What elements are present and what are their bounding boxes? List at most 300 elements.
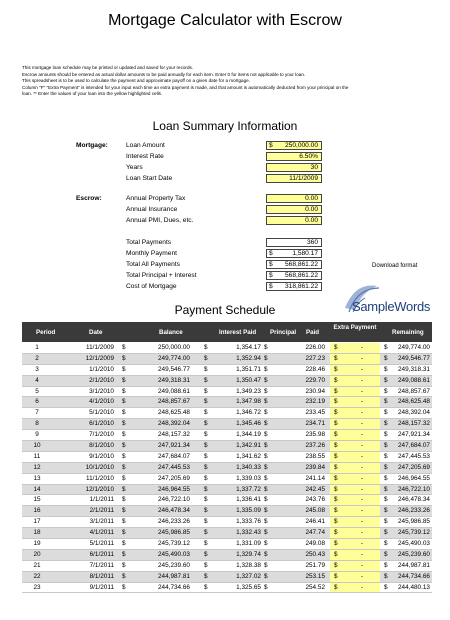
cell-interest-paid: 1,350.47 [236, 376, 261, 384]
cell-remaining: 249,546.77 [398, 354, 430, 362]
cell-currency: $ [384, 540, 388, 548]
cell-extra-payment: - [360, 550, 364, 558]
cell-extra-payment: - [360, 409, 364, 417]
loan-amount-input[interactable] [266, 141, 322, 150]
cell-currency: $ [384, 398, 388, 406]
table-row [22, 354, 432, 365]
cell-date: 2/1/2010 [89, 376, 114, 384]
property-tax-input[interactable] [266, 194, 322, 203]
cell-extra-payment: - [360, 431, 364, 439]
loan-amount-label: Loan Amount [126, 142, 165, 149]
cell-currency: $ [264, 354, 268, 362]
col-header-principal: Principal [270, 329, 297, 336]
cell-currency: $ [122, 474, 126, 482]
cell-currency: $ [264, 583, 268, 591]
total-all-payments-value: 568,861.22 [284, 261, 318, 268]
cell-principal-paid: 249.08 [305, 540, 325, 548]
cell-interest-paid: 1,329.74 [236, 550, 261, 558]
years-value: 30 [310, 164, 318, 171]
cell-currency: $ [204, 365, 208, 373]
table-row [22, 419, 432, 430]
cell-remaining: 247,684.07 [398, 442, 430, 450]
cell-interest-paid: 1,327.02 [236, 572, 261, 580]
total-principal-interest-label: Total Principal + Interest [126, 272, 197, 279]
table-row [22, 441, 432, 452]
cell-currency: $ [204, 485, 208, 493]
table-row [22, 343, 432, 354]
property-tax-label: Annual Property Tax [126, 195, 186, 202]
cell-currency: $ [122, 529, 126, 537]
cell-interest-paid: 1,337.72 [236, 485, 261, 493]
cell-currency: $ [264, 409, 268, 417]
cell-principal-paid: 238.55 [305, 452, 325, 460]
cell-principal-paid: 228.46 [305, 365, 325, 373]
cell-currency: $ [122, 452, 126, 460]
cell-currency: $ [384, 420, 388, 428]
currency-symbol: $ [269, 261, 273, 268]
cell-currency: $ [384, 496, 388, 504]
cell-balance: 248,857.67 [158, 398, 190, 406]
cell-currency: $ [122, 420, 126, 428]
cell-principal-paid: 239.84 [305, 463, 325, 471]
cell-currency: $ [334, 420, 338, 428]
cell-currency: $ [384, 365, 388, 373]
cell-date: 7/1/2010 [89, 431, 114, 439]
table-row [22, 430, 432, 441]
cell-principal-paid: 226.00 [305, 344, 325, 351]
cell-remaining: 248,392.04 [398, 409, 430, 417]
col-header-remaining: Remaining [392, 329, 424, 336]
cell-currency: $ [264, 485, 268, 493]
escrow-section-label: Escrow: [76, 195, 102, 202]
currency-symbol: $ [269, 283, 273, 290]
cell-currency: $ [204, 529, 208, 537]
total-principal-interest-cell [266, 271, 322, 280]
cell-currency: $ [204, 431, 208, 439]
cell-interest-paid: 1,344.19 [236, 431, 261, 439]
schedule-table-body [22, 343, 432, 593]
cell-currency: $ [204, 474, 208, 482]
cell-period: 5 [35, 387, 39, 395]
cell-principal-paid: 234.71 [305, 420, 325, 428]
cell-currency: $ [384, 442, 388, 450]
cell-currency: $ [204, 540, 208, 548]
cell-currency: $ [122, 344, 126, 351]
cell-principal-paid: 233.45 [305, 409, 325, 417]
cell-interest-paid: 1,354.17 [236, 344, 261, 351]
cell-date: 11/1/2010 [86, 474, 114, 482]
cell-extra-payment: - [360, 529, 364, 537]
download-format-link[interactable]: Download format [372, 263, 418, 269]
interest-rate-value: 6.50% [299, 153, 318, 160]
cell-period: 20 [33, 550, 41, 558]
cell-principal-paid: 229.70 [305, 376, 325, 384]
table-row [22, 365, 432, 376]
logo-text: SampleWords [352, 299, 431, 314]
interest-rate-input[interactable] [266, 152, 322, 161]
page-title: Mortgage Calculator with Escrow [108, 12, 342, 29]
pmi-input[interactable] [266, 216, 322, 225]
col-header-extra-payment: Extra Payment [333, 324, 377, 331]
cell-principal-paid: 232.19 [305, 398, 325, 406]
cell-balance: 247,445.53 [158, 463, 190, 471]
cell-balance: 248,625.48 [158, 409, 190, 417]
insurance-label: Annual Insurance [126, 206, 178, 213]
cell-balance: 244,734.66 [158, 583, 190, 591]
table-row [22, 408, 432, 419]
cell-currency: $ [334, 561, 338, 569]
cell-currency: $ [122, 485, 126, 493]
table-row [22, 583, 432, 594]
cell-period: 8 [35, 420, 39, 428]
cell-principal-paid: 254.52 [305, 583, 325, 591]
cell-extra-payment: - [360, 376, 364, 384]
cell-date: 11/1/2009 [86, 344, 114, 351]
cell-extra-payment: - [360, 485, 364, 493]
cell-extra-payment: - [360, 452, 364, 460]
cell-remaining: 246,722.10 [398, 485, 430, 493]
cell-balance: 247,684.07 [158, 452, 190, 460]
cell-period: 22 [33, 572, 41, 580]
cell-date: 1/1/2010 [89, 365, 114, 373]
interest-rate-label: Interest Rate [126, 153, 164, 160]
cell-extra-payment: - [360, 387, 364, 395]
cell-date: 3/1/2011 [89, 518, 114, 526]
cell-date: 2/1/2011 [89, 507, 114, 515]
cell-extra-payment: - [360, 540, 364, 548]
cell-extra-payment: - [360, 463, 364, 471]
cell-principal-paid: 227.23 [305, 354, 325, 362]
cell-interest-paid: 1,340.33 [236, 463, 261, 471]
cell-extra-payment: - [360, 583, 364, 591]
cell-remaining: 244,480.13 [398, 583, 430, 591]
cell-currency: $ [204, 572, 208, 580]
cell-currency: $ [384, 463, 388, 471]
table-row [22, 463, 432, 474]
cell-period: 19 [33, 540, 41, 548]
cell-remaining: 247,921.34 [398, 431, 430, 439]
table-row [22, 376, 432, 387]
cell-period: 9 [35, 431, 39, 439]
cell-principal-paid: 242.45 [305, 485, 325, 493]
cell-remaining: 247,205.69 [398, 463, 430, 471]
cell-extra-payment: - [360, 344, 364, 351]
cell-currency: $ [264, 452, 268, 460]
cell-interest-paid: 1,351.71 [236, 365, 261, 373]
cell-interest-paid: 1,328.38 [236, 561, 261, 569]
cell-period: 4 [35, 376, 39, 384]
cell-currency: $ [204, 561, 208, 569]
cell-currency: $ [204, 344, 208, 351]
currency-symbol: $ [269, 142, 273, 149]
cell-principal-paid: 247.74 [305, 529, 325, 537]
cell-currency: $ [334, 365, 338, 373]
years-input[interactable] [266, 163, 322, 172]
loan-summary-heading: Loan Summary Information [152, 119, 298, 133]
col-header-paid: Paid [306, 329, 320, 336]
cell-interest-paid: 1,342.91 [236, 442, 261, 450]
cell-currency: $ [264, 387, 268, 395]
cell-extra-payment: - [360, 354, 364, 362]
cell-period: 7 [35, 409, 39, 417]
cell-extra-payment: - [360, 420, 364, 428]
table-row [22, 387, 432, 398]
col-header-date: Date [89, 329, 103, 336]
cell-principal-paid: 241.14 [305, 474, 325, 482]
cell-currency: $ [334, 387, 338, 395]
cell-balance: 247,205.69 [158, 474, 190, 482]
cell-remaining: 246,233.26 [398, 507, 430, 515]
cell-period: 12 [33, 463, 41, 471]
cell-currency: $ [204, 354, 208, 362]
table-row [22, 572, 432, 583]
cell-currency: $ [122, 376, 126, 384]
cell-balance: 247,921.34 [158, 442, 190, 450]
cell-currency: $ [384, 354, 388, 362]
cell-extra-payment: - [360, 496, 364, 504]
cell-currency: $ [384, 485, 388, 493]
insurance-value: 0.00 [305, 206, 318, 213]
cell-currency: $ [384, 572, 388, 580]
cell-principal-paid: 253.15 [305, 572, 325, 580]
cell-principal-paid: 251.79 [305, 561, 325, 569]
cell-currency: $ [264, 442, 268, 450]
cell-currency: $ [122, 550, 126, 558]
cell-principal-paid: 235.98 [305, 431, 325, 439]
cell-interest-paid: 1,333.76 [236, 518, 261, 526]
cell-interest-paid: 1,335.09 [236, 507, 261, 515]
cell-period: 6 [35, 398, 39, 406]
cell-date: 7/1/2011 [89, 561, 114, 569]
col-header-balance: Balance [159, 329, 183, 336]
cell-currency: $ [122, 518, 126, 526]
cost-of-mortgage-cell [266, 282, 322, 291]
cell-period: 21 [33, 561, 41, 569]
total-all-payments-label: Total All Payments [126, 261, 180, 268]
mortgage-section-label: Mortgage: [76, 142, 108, 149]
cell-extra-payment: - [360, 561, 364, 569]
cell-currency: $ [264, 463, 268, 471]
cell-currency: $ [264, 496, 268, 504]
cell-date: 4/1/2011 [89, 529, 114, 537]
total-principal-interest-value: 568,861.22 [284, 272, 318, 279]
cell-period: 1 [35, 344, 39, 351]
payment-schedule-heading: Payment Schedule [174, 303, 276, 317]
cell-currency: $ [334, 485, 338, 493]
cell-currency: $ [334, 376, 338, 384]
cell-currency: $ [122, 431, 126, 439]
cell-currency: $ [122, 463, 126, 471]
cell-extra-payment: - [360, 365, 364, 373]
cell-currency: $ [334, 550, 338, 558]
cell-date: 5/1/2010 [89, 409, 114, 417]
cell-currency: $ [334, 529, 338, 537]
cell-currency: $ [264, 365, 268, 373]
cell-balance: 246,722.10 [158, 496, 190, 504]
cell-date: 9/1/2010 [89, 452, 114, 460]
cell-date: 8/1/2010 [89, 442, 114, 450]
cell-interest-paid: 1,352.94 [236, 354, 261, 362]
table-row [22, 561, 432, 572]
cell-interest-paid: 1,336.41 [236, 496, 261, 504]
cell-currency: $ [122, 398, 126, 406]
table-row [22, 474, 432, 485]
cell-interest-paid: 1,345.46 [236, 420, 261, 428]
cell-currency: $ [334, 507, 338, 515]
note-line: This spreadsheet is to be used to calculate the payment and approximate payoff on a given date for a mortgage. [22, 78, 250, 84]
cell-currency: $ [334, 496, 338, 504]
cell-balance: 249,546.77 [158, 365, 190, 373]
cell-currency: $ [384, 344, 388, 351]
cell-principal-paid: 237.26 [305, 442, 325, 450]
col-header-interest-paid: Interest Paid [219, 329, 257, 336]
cell-date: 10/1/2010 [85, 463, 114, 471]
cell-currency: $ [122, 583, 126, 591]
cell-extra-payment: - [360, 398, 364, 406]
cell-extra-payment: - [360, 474, 364, 482]
cell-currency: $ [204, 550, 208, 558]
cell-currency: $ [334, 540, 338, 548]
cell-currency: $ [264, 344, 268, 351]
cell-currency: $ [204, 398, 208, 406]
total-all-payments-cell [266, 260, 322, 269]
cell-currency: $ [264, 572, 268, 580]
cell-currency: $ [384, 583, 388, 591]
cell-balance: 249,318.31 [158, 376, 190, 384]
cell-currency: $ [334, 409, 338, 417]
cell-currency: $ [122, 365, 126, 373]
cell-currency: $ [384, 431, 388, 439]
cell-date: 6/1/2011 [89, 550, 114, 558]
note-line: Column "F" "Extra Payment" is intended for your input each time an extra payment is made, and that amount is automatically deducted from your principal on the [22, 84, 349, 90]
cell-date: 6/1/2010 [89, 420, 114, 428]
cell-currency: $ [204, 409, 208, 417]
cell-currency: $ [334, 463, 338, 471]
cell-period: 2 [35, 354, 39, 362]
cell-currency: $ [334, 572, 338, 580]
cell-principal-paid: 250.43 [305, 550, 325, 558]
cell-interest-paid: 1,347.98 [236, 398, 261, 406]
cell-date: 3/1/2010 [89, 387, 114, 395]
cell-currency: $ [204, 442, 208, 450]
table-row [22, 485, 432, 496]
cell-currency: $ [384, 529, 388, 537]
note-line: Escrow amounts should be entered as actual dollar amounts to be paid annually for each item. Enter 0 for items not applicable to your loan. [22, 71, 306, 77]
cell-currency: $ [334, 474, 338, 482]
cell-currency: $ [264, 431, 268, 439]
cell-balance: 248,157.32 [158, 431, 190, 439]
cell-currency: $ [122, 354, 126, 362]
cell-period: 14 [33, 485, 41, 493]
monthly-payment-value: 1,580.17 [292, 250, 318, 257]
cell-currency: $ [204, 420, 208, 428]
cell-principal-paid: 246.41 [305, 518, 325, 526]
cell-principal-paid: 230.94 [305, 387, 325, 395]
cell-remaining: 245,739.12 [398, 529, 430, 537]
cost-of-mortgage-value: 318,861.22 [284, 283, 318, 290]
cell-extra-payment: - [360, 442, 364, 450]
cell-currency: $ [122, 496, 126, 504]
cell-remaining: 249,088.61 [398, 376, 430, 384]
cell-currency: $ [122, 572, 126, 580]
cell-currency: $ [122, 409, 126, 417]
cell-currency: $ [264, 398, 268, 406]
cell-date: 4/1/2010 [89, 398, 114, 406]
total-payments-cell [266, 238, 322, 247]
cell-extra-payment: - [360, 518, 364, 526]
cell-balance: 244,987.81 [158, 572, 190, 580]
cell-principal-paid: 245.08 [305, 507, 325, 515]
cell-balance: 249,774.00 [158, 354, 190, 362]
cell-currency: $ [384, 452, 388, 460]
cell-currency: $ [384, 550, 388, 558]
cell-currency: $ [384, 409, 388, 417]
cell-currency: $ [264, 420, 268, 428]
pmi-label: Annual PMI, Dues, etc. [126, 217, 194, 224]
cell-currency: $ [264, 550, 268, 558]
cell-currency: $ [334, 442, 338, 450]
cell-date: 12/1/2010 [85, 485, 114, 493]
cell-currency: $ [334, 431, 338, 439]
cell-remaining: 249,318.31 [398, 365, 430, 373]
cell-date: 12/1/2009 [85, 354, 114, 362]
cell-remaining: 244,987.81 [398, 561, 430, 569]
cell-remaining: 245,986.85 [398, 518, 430, 526]
cell-interest-paid: 1,341.62 [236, 452, 261, 460]
table-row [22, 495, 432, 506]
cell-currency: $ [122, 507, 126, 515]
cell-remaining: 248,625.48 [398, 398, 430, 406]
table-row [22, 452, 432, 463]
cell-period: 10 [33, 442, 41, 450]
note-line: This mortgage loan schedule may be printed or updated and saved for your records. [22, 65, 194, 70]
insurance-input[interactable] [266, 205, 322, 214]
cell-period: 23 [33, 583, 41, 591]
cell-balance: 246,964.55 [158, 485, 190, 493]
loan-start-date-input[interactable] [266, 174, 322, 183]
cell-remaining: 246,478.34 [398, 496, 430, 504]
property-tax-value: 0.00 [305, 195, 318, 202]
cell-currency: $ [204, 376, 208, 384]
cell-currency: $ [334, 518, 338, 526]
cell-period: 16 [33, 507, 41, 515]
cell-principal-paid: 243.76 [305, 496, 325, 504]
cell-currency: $ [384, 387, 388, 395]
loan-start-date-value: 11/1/2009 [289, 175, 318, 182]
cell-remaining: 244,734.66 [398, 572, 430, 580]
cell-currency: $ [384, 561, 388, 569]
loan-start-date-label: Loan Start Date [126, 175, 173, 182]
cell-currency: $ [334, 344, 338, 351]
cell-extra-payment: - [360, 507, 364, 515]
cell-balance: 246,478.34 [158, 507, 190, 515]
cell-currency: $ [264, 529, 268, 537]
currency-symbol: $ [269, 272, 273, 279]
cell-currency: $ [264, 561, 268, 569]
cell-remaining: 246,964.55 [398, 474, 430, 482]
cell-period: 15 [33, 496, 41, 504]
table-row [22, 397, 432, 408]
cell-currency: $ [204, 583, 208, 591]
cell-remaining: 248,157.32 [398, 420, 430, 428]
cell-balance: 245,739.12 [158, 540, 190, 548]
cell-currency: $ [334, 452, 338, 460]
monthly-payment-cell [266, 249, 322, 258]
cell-balance: 250,000.00 [158, 344, 190, 351]
table-row [22, 550, 432, 561]
cost-of-mortgage-label: Cost of Mortgage [126, 283, 177, 290]
cell-interest-paid: 1,325.65 [236, 583, 261, 591]
